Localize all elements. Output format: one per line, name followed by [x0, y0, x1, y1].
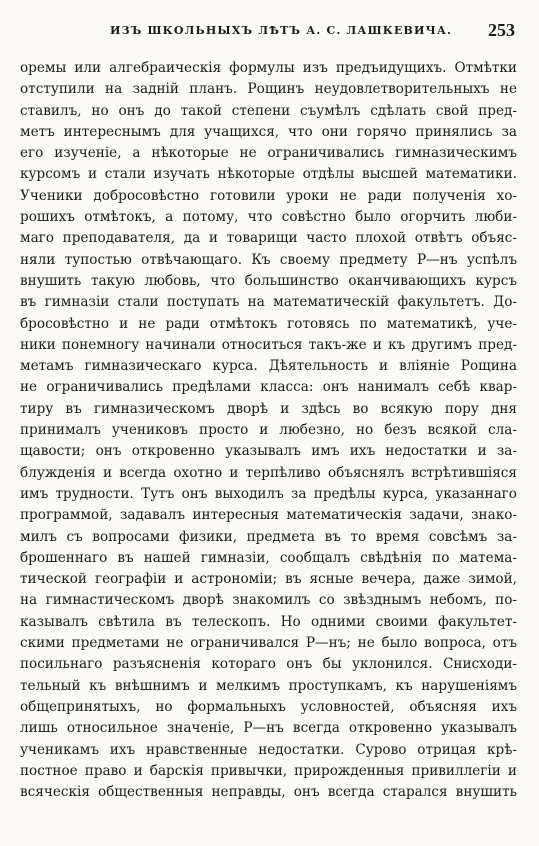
text-line: на гимнастическомъ дворѣ знакомилъ со звѣзднымъ небомъ, по-: [20, 592, 517, 609]
text-line: ученикамъ ихъ нравственные недостатки. Сурово отрицая крѣ-: [20, 741, 517, 758]
text-line: посильнаго разъясненія котораго онъ бы уклонился. Снисходи-: [20, 656, 517, 673]
text-line: щавости; онъ откровенно указывалъ имъ ихъ недостатки и за-: [20, 443, 517, 460]
text-line: метъ интереснымъ для учащихся, что они горячо принялись за: [20, 123, 517, 140]
text-line: рошихъ отмѣтокъ, а потому, что совѣстно было огорчить люби-: [20, 209, 517, 226]
text-line: его изученіе, а нѣкоторые не ограничивались гимназическимъ: [20, 145, 517, 162]
text-line: лишь относильное значеніе, Р—нъ всегда откровенно указывалъ: [20, 720, 517, 737]
text-line: внушить такую любовь, что большинство оканчивающихъ курсъ: [20, 272, 517, 289]
text-line: няли тупостью отвѣчающаго. Къ своему предмету Р—нъ успѣлъ: [20, 251, 517, 268]
text-line: блужденія и всегда охотно и терпѣливо объяснялъ встрѣтившіяся: [20, 464, 517, 481]
text-line: всяческія общественныя неправды, онъ всегда старался внушить: [20, 784, 517, 801]
text-line: тической географіи и астрономіи; въ ясные вечера, даже зимой,: [20, 571, 517, 588]
text-line: тельный къ внѣшнимъ и мелкимъ проступкамъ, къ нарушеніямъ: [20, 677, 517, 694]
text-line: метамъ гимназическаго курса. Дѣятельность и вліяніе Рощина: [20, 358, 517, 375]
text-line: брошеннаго въ нашей гимназіи, сообщалъ свѣдѣнія по матема-: [20, 549, 517, 566]
running-header: [110, 18, 515, 42]
text-line: казывалъ свѣтила въ телескопъ. Но одними своими факультет-: [20, 613, 517, 630]
text-line: Ученики добросовѣстно готовили уроки не ради полученія хо-: [20, 187, 517, 204]
text-line: милъ съ вопросами физики, предмета въ то время совсѣмъ за-: [20, 528, 517, 545]
text-line: оремы или алгебраическія формулы изъ предъидущихъ. Отмѣтки: [20, 60, 517, 76]
text-line: имъ трудности. Тутъ онъ выходилъ за предѣлы курса, указаннаго: [20, 485, 517, 502]
text-line: постное право и барскія привычки, прирожденныя привиллегіи и: [20, 762, 517, 779]
running-title: ИЗЪ ШКОЛЬНЫХЪ ЛѢТЪ А. С. ЛАШКЕВИЧА.: [110, 24, 453, 37]
text-line: въ гимназіи стали поступать на математическій факультетъ. До-: [20, 294, 517, 311]
text-line: курсомъ и стали изучать нѣкоторые отдѣлы высшей математики.: [20, 166, 517, 183]
page-number: 253: [488, 20, 515, 40]
text-line: отступили на задній планъ. Рощинъ неудовлетворительныхъ не: [20, 81, 517, 98]
text-line: маго преподавателя, да и товарищи часто плохой отвѣтъ объяс-: [20, 230, 517, 247]
text-line: скими предметами не ограничивался Р—нъ; не было вопроса, отъ: [20, 635, 517, 652]
body-text: [20, 58, 517, 803]
text-line: ставилъ, но онъ до такой степени съумѣлъ сдѣлать свой пред-: [20, 102, 517, 119]
text-line: бросовѣстно и не ради отмѣтокъ готовясь по математикѣ, уче-: [20, 315, 517, 332]
text-line: ники понемногу начинали относиться такъ-же и къ другимъ пред-: [20, 336, 517, 353]
text-line: общепринятыхъ, но формальныхъ условностей, объясняя ихъ: [20, 698, 517, 715]
text-line: тиру въ гимназическомъ дворѣ и здѣсь во всякую пору дня: [20, 400, 517, 417]
text-line: принималъ учениковъ просто и любезно, но безъ всякой сла-: [20, 422, 517, 439]
text-line: не ограничивались предѣлами класса: онъ нанималъ себѣ квар-: [20, 379, 517, 396]
text-line: программой, задавалъ интересныя математическія задачи, знако-: [20, 507, 517, 524]
